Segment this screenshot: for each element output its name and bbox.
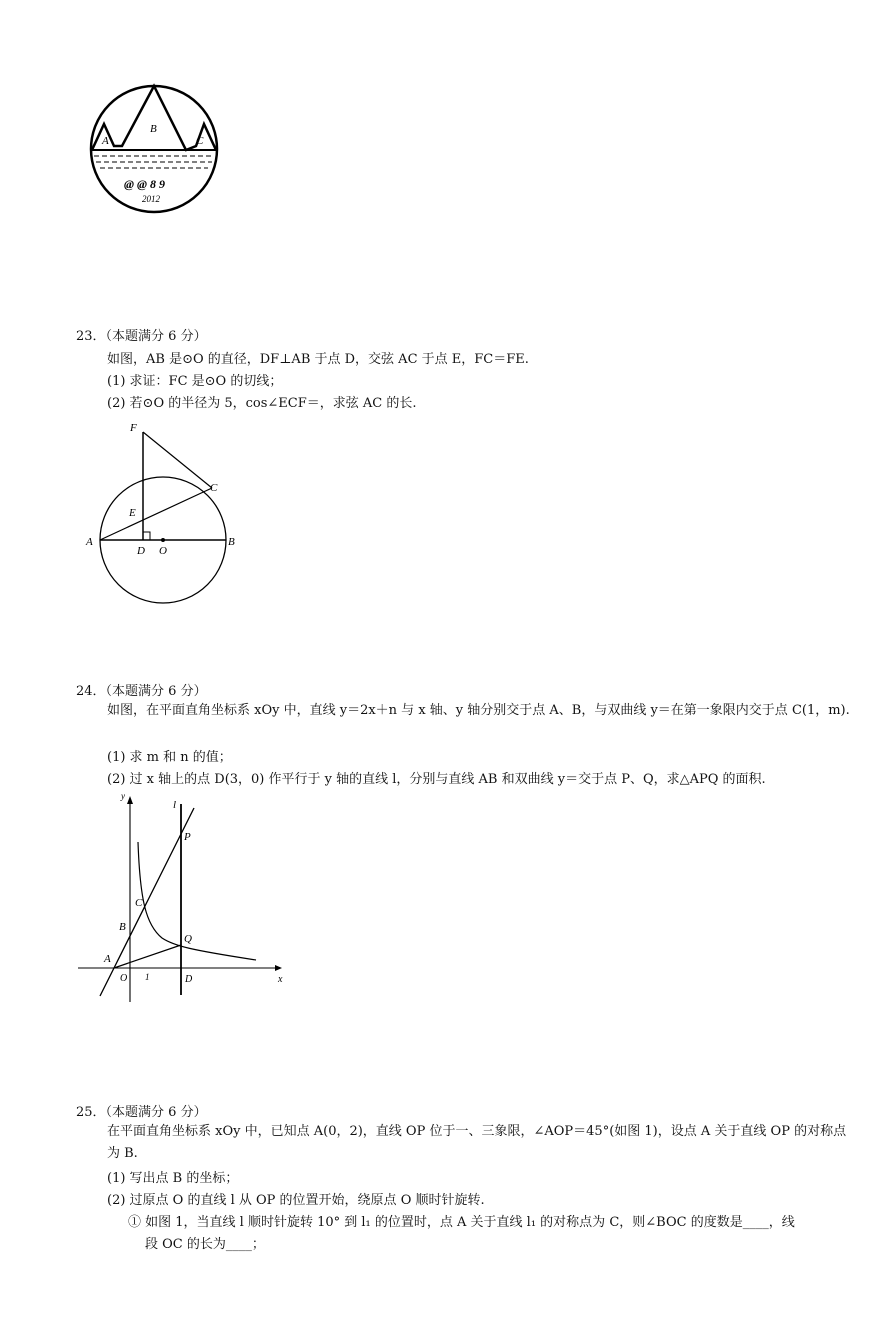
q24-title: 24．（本题满分 6 分）: [76, 684, 207, 699]
q24-label-o: O: [120, 973, 128, 984]
q23-label-c: C: [210, 482, 218, 494]
q23-label-b: B: [228, 536, 235, 548]
q23-label-e: E: [129, 507, 136, 519]
q25-line-2: (1) 写出点 B 的坐标；: [107, 1171, 239, 1186]
badge-label-b: B: [150, 123, 157, 135]
badge-year: 2012: [142, 194, 160, 204]
q23-figure: [82, 418, 252, 610]
q24-label-q: Q: [184, 933, 192, 945]
q24-figure: [76, 790, 290, 1008]
q23-label-o: O: [159, 545, 167, 557]
q24-line-2: (1) 求 m 和 n 的值；: [107, 750, 232, 765]
q24-line-1: 如图，在平面直角坐标系 xOy 中，直线 y＝2x＋n 与 x 轴、y 轴分别交于点 A、B，与双曲线 y＝在第一象限内交于点 C(1，m).: [107, 703, 850, 718]
q24-label-y: y: [121, 791, 125, 801]
q23-line-2: (1) 求证：FC 是⊙O 的切线；: [107, 374, 283, 389]
badge-label-a: A: [102, 135, 109, 147]
q23-line-3: (2) 若⊙O 的半径为 5，cos∠ECF＝，求弦 AC 的长.: [107, 396, 417, 411]
q24-label-x: x: [278, 974, 283, 985]
badge-label-c: C: [196, 135, 204, 147]
q24-label-d: D: [185, 974, 193, 985]
q25-line-3: (2) 过原点 O 的直线 l 从 OP 的位置开始，绕原点 O 顺时针旋转.: [107, 1193, 485, 1208]
badge-figure: [86, 82, 224, 218]
q23-label-d: D: [137, 545, 145, 557]
q25-line-5: 段 OC 的长为____；: [145, 1237, 265, 1252]
q25-line-4: ① 如图 1，当直线 l 顺时针旋转 10° 到 l₁ 的位置时，点 A 关于直线 l₁ 的对称点为 C，则∠BOC 的度数是____，线: [128, 1215, 795, 1230]
q25-line-1: 在平面直角坐标系 xOy 中，已知点 A(0，2)，直线 OP 位于一、三象限，∠AOP＝45°(如图 1)，设点 A 关于直线 OP 的对称点为 B.: [107, 1124, 847, 1161]
q24-label-a: A: [104, 953, 111, 965]
q24-label-one: 1: [145, 972, 150, 982]
q23-label-a: A: [86, 536, 93, 548]
badge-lower-text: @ @ 8 9: [124, 177, 165, 191]
q23-label-f: F: [130, 422, 137, 434]
q24-label-l: l: [173, 799, 177, 811]
q24-label-p: P: [184, 831, 191, 843]
q24-line-3: (2) 过 x 轴上的点 D(3，0) 作平行于 y 轴的直线 l，分别与直线 AB 和双曲线 y＝交于点 P、Q，求△APQ 的面积.: [107, 772, 766, 787]
q24-label-c: C: [135, 897, 143, 909]
q23-line-1: 如图，AB 是⊙O 的直径，DF⊥AB 于点 D，交弦 AC 于点 E，FC＝FE.: [107, 352, 529, 367]
q24-label-b: B: [119, 921, 126, 933]
q23-title: 23．（本题满分 6 分）: [76, 329, 207, 344]
q25-title: 25．（本题满分 6 分）: [76, 1105, 207, 1120]
